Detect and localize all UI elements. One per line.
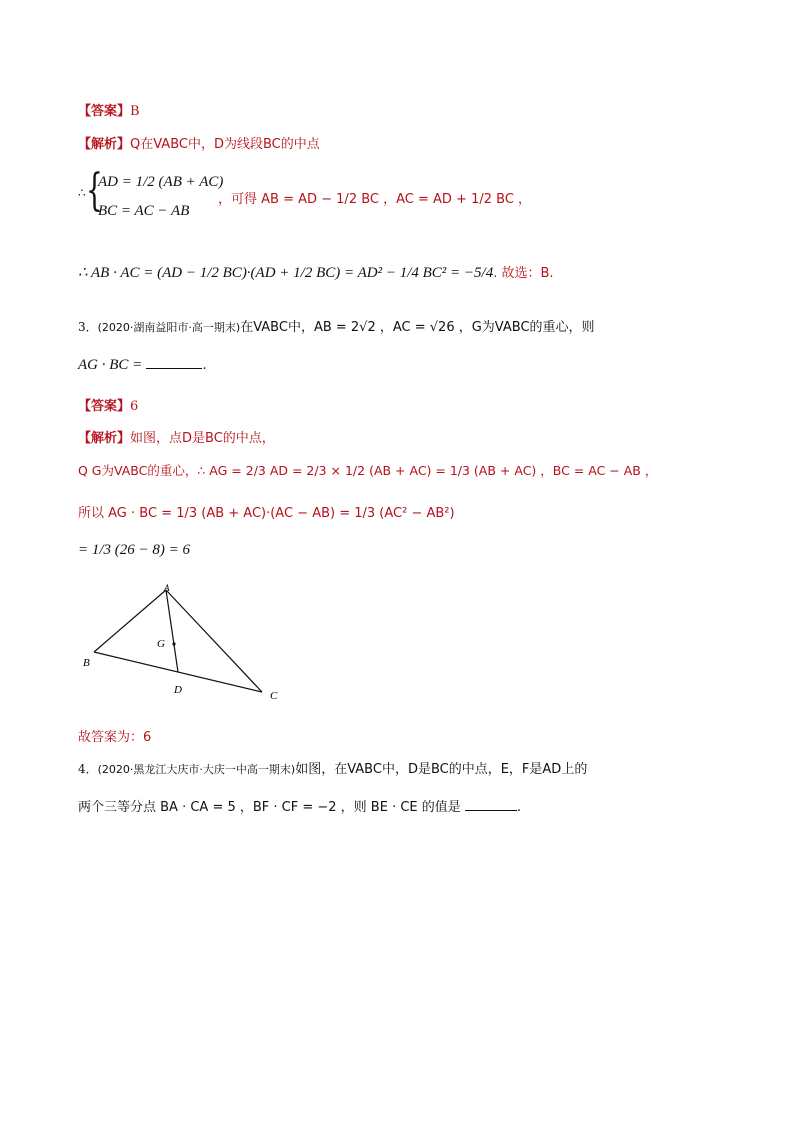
answer-value: B <box>130 104 140 119</box>
answer-blank[interactable] <box>465 798 517 811</box>
q3-derivation-1 <box>78 461 657 479</box>
q2-answer-line <box>78 100 140 119</box>
q3-analysis-line <box>78 427 275 446</box>
point-label-g: G <box>157 638 165 650</box>
answer-blank[interactable] <box>146 356 202 369</box>
analysis-intro: Q在VABC中，D为线段BC的中点 <box>130 137 320 152</box>
vertex-label-b: B <box>83 657 90 669</box>
question-continuation: 两个三等分点 BA · CA = 5 ，BF · CF = −2 ，则 BE · CE 的值是 <box>78 800 461 815</box>
ask-end: . <box>202 358 207 373</box>
question-source: (2020·湖南益阳市·高一期末) <box>97 321 241 334</box>
question-end: . <box>516 800 522 815</box>
therefore-symbol: ∴ <box>78 186 86 200</box>
question-source: (2020·黑龙江大庆市·大庆一中高一期末) <box>97 763 296 776</box>
ask-expression: AG · BC = <box>78 357 143 373</box>
answer-tag: 【答案】 <box>78 104 131 119</box>
q4-stem-line <box>78 758 587 777</box>
system-brace: { <box>86 165 103 216</box>
centroid-point <box>172 642 175 645</box>
question-stem: 如图，在VABC中，D是BC的中点，E，F是AD上的 <box>295 762 588 777</box>
q3-derivation-2 <box>78 502 455 521</box>
analysis-tag: 【解析】 <box>78 137 131 152</box>
q4-line-2 <box>78 796 521 815</box>
q3-final-line <box>78 726 151 745</box>
answer-value: 6 <box>130 399 139 414</box>
dot-product-derivation: 所以 AG · BC = 1/3 (AB + AC)·(AC − AB) = 1/3 (AC² − AB²) <box>78 506 455 521</box>
centroid-derivation: Q G为VABC的重心，∴ AG = 2/3 AD = 2/3 × 1/2 (AB + AC) = 1/3 (AB + AC) ，BC = AC − AB ， <box>78 463 658 478</box>
question-stem: 在VABC中，AB = 2√2 ，AC = √26 ，G为VABC的重心，则 <box>240 320 595 335</box>
choose-text: . 故选：B. <box>493 266 554 281</box>
product-equation: ∴ AB · AC = (AD − 1/2 BC)·(AD + 1/2 BC) = AD² − 1/4 BC² = −5/4 <box>78 265 494 281</box>
median-ad <box>166 590 178 672</box>
answer-tag: 【答案】 <box>78 399 131 414</box>
q3-ask-line <box>78 356 207 374</box>
question-number: 4． <box>78 762 98 776</box>
vertex-label-a: A <box>164 583 170 593</box>
triangle-figure <box>80 582 290 702</box>
q3-stem-line <box>78 316 595 335</box>
analysis-tag: 【解析】 <box>78 431 131 446</box>
system-equation-1: AD = 1/2 (AB + AC) <box>98 174 224 190</box>
result-equation: = 1/3 (26 − 8) = 6 <box>78 542 191 558</box>
side-ac <box>166 590 262 692</box>
q2-product-line <box>78 262 554 282</box>
side-ab <box>94 590 166 652</box>
point-label-d: D <box>174 684 182 696</box>
system-equation-2: BC = AC − AB <box>98 203 190 219</box>
vertex-label-c: C <box>270 690 278 702</box>
q3-answer-line <box>78 395 138 414</box>
final-answer: 故答案为：6 <box>78 730 152 745</box>
q2-analysis-line <box>78 133 320 152</box>
question-number: 3． <box>78 320 98 334</box>
q3-derivation-3 <box>78 542 190 559</box>
derive-text: ，可得 AB = AD − 1/2 BC ，AC = AD + 1/2 BC ， <box>218 192 532 207</box>
analysis-intro: 如图，点D是BC的中点， <box>130 431 275 446</box>
